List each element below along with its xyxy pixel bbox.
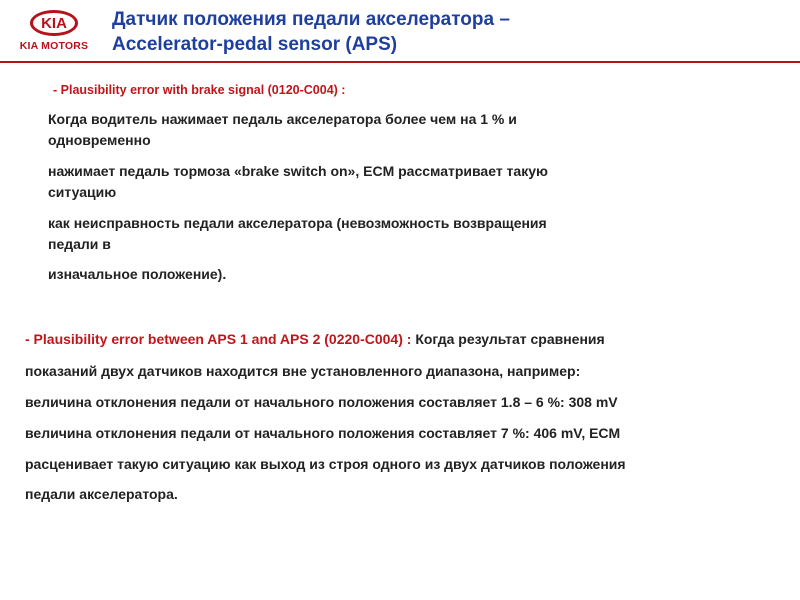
section1-heading: - Plausibility error with brake signal (0120-C004) : [53,83,346,97]
section2-heading-row [25,330,605,349]
kia-oval-icon [30,10,78,36]
section2-heading: - Plausibility error between APS 1 and APS 2 (0220-C004) : [25,331,416,347]
section1-line: одновременно [48,132,151,148]
title-divider [0,61,800,63]
kia-motors-caption: KIA MOTORS [19,40,89,52]
section1-line: изначальное положение). [48,266,227,282]
section1-line: как неисправность педали акселератора (невозможность возвращения [48,215,547,231]
section2-line: показаний двух датчиков находится вне установленного диапазона, например: [25,363,581,379]
section2-line: расценивает такую ситуацию как выход из строя одного из двух датчиков положения [25,456,626,472]
title-line-2: Accelerator-pedal sensor (APS) [112,34,398,55]
section2-line: величина отклонения педали от начального положения составляет 7 %: 406 mV, ECM [25,425,621,441]
section1-line: Когда водитель нажимает педаль акселератора более чем на 1 % и [48,111,517,127]
section2-line: педали акселератора. [25,486,178,502]
slide-title [112,7,782,57]
kia-logo [8,10,100,58]
section1-line: нажимает педаль тормоза «brake switch on», ECM рассматривает такую [48,163,548,179]
section1-line: ситуацию [48,184,117,200]
title-line-1: Датчик положения педали акселератора – [112,9,510,30]
kia-oval-text: KIA [41,15,67,32]
section1-line: педали в [48,236,111,252]
section2-line: величина отклонения педали от начального положения составляет 1.8 – 6 %: 308 mV [25,394,618,410]
section2-heading-rest: Когда результат сравнения [415,331,605,347]
